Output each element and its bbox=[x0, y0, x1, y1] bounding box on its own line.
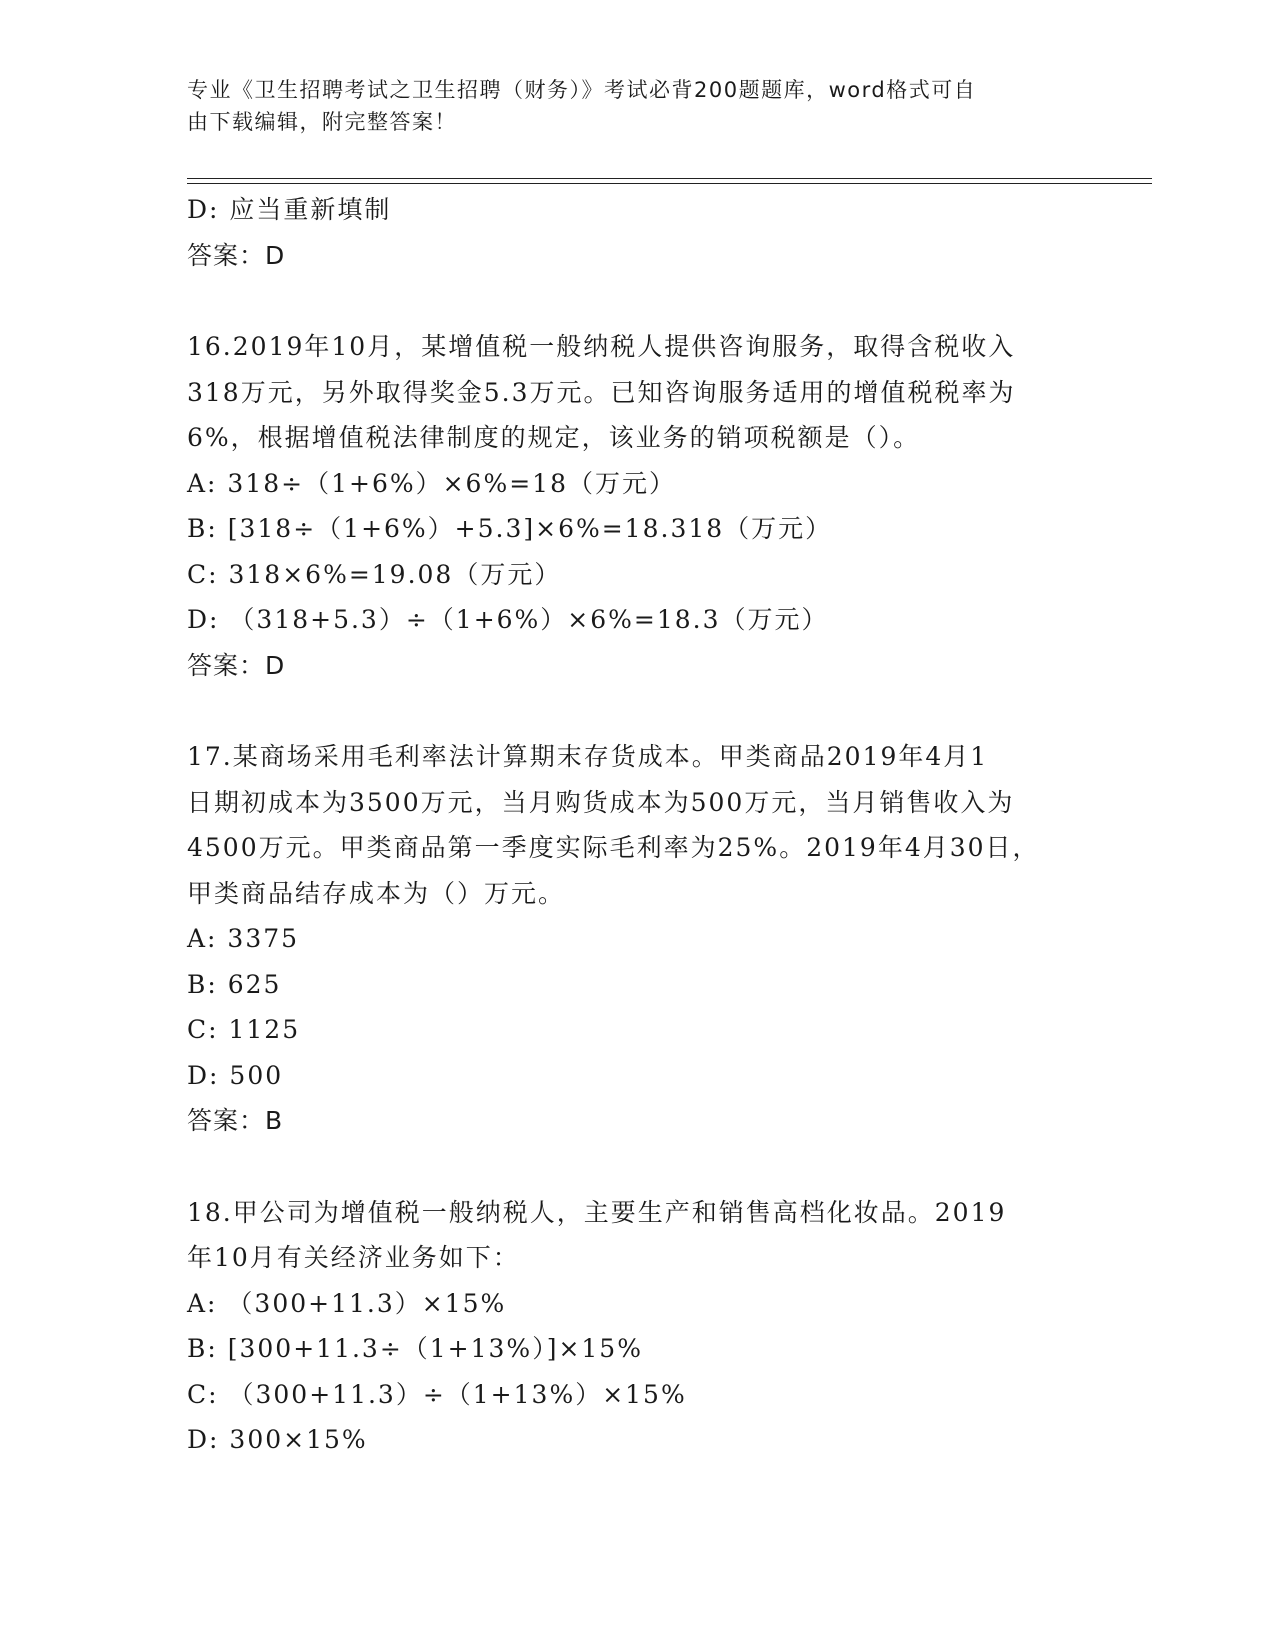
question-17 bbox=[187, 734, 1087, 1144]
question-stem-line: 日期初成本为3500万元，当月购货成本为500万元，当月销售收入为 bbox=[187, 787, 1015, 817]
option-c: C: 318×6%=19.08（万元） bbox=[187, 559, 562, 589]
answer-line: 答案：B bbox=[187, 1106, 284, 1135]
question-stem-line: 年10月有关经济业务如下： bbox=[187, 1243, 520, 1272]
option-b: B: [300+11.3÷（1+13%）]×15% bbox=[187, 1334, 643, 1363]
option-a: A: 3375 bbox=[187, 924, 300, 953]
option-b: B: 625 bbox=[187, 969, 282, 999]
option-d: D: 500 bbox=[187, 1060, 284, 1090]
option-a: A: （300+11.3）×15% bbox=[187, 1288, 507, 1318]
option-d: D: 应当重新填制 bbox=[187, 195, 392, 224]
spacer bbox=[187, 278, 1087, 324]
option-d: D: 300×15% bbox=[187, 1425, 368, 1454]
question-stem-line: 17.某商场采用毛利率法计算期末存货成本。甲类商品2019年4月1 bbox=[187, 742, 989, 771]
question-stem-line: 18.甲公司为增值税一般纳税人，主要生产和销售高档化妆品。2019 bbox=[187, 1197, 1007, 1227]
question-stem-line: 4500万元。甲类商品第一季度实际毛利率为25%。2019年4月30日， bbox=[187, 833, 1040, 862]
document-body bbox=[187, 187, 1087, 1463]
spacer bbox=[187, 1144, 1087, 1190]
page-header bbox=[187, 74, 1067, 138]
question-stem-line: 16.2019年10月，某增值税一般纳税人提供咨询服务，取得含税收入 bbox=[187, 332, 1016, 361]
answer-line: 答案：D bbox=[187, 650, 286, 680]
spacer bbox=[187, 688, 1087, 734]
answer-line: 答案：D bbox=[187, 240, 286, 270]
question-stem-line: 6%，根据增值税法律制度的规定，该业务的销项税额是（）。 bbox=[187, 423, 921, 452]
option-d: D: （318+5.3）÷（1+6%）×6%=18.3（万元） bbox=[187, 605, 829, 634]
header-line-2: 由下载编辑，附完整答案！ bbox=[187, 110, 457, 134]
header-line-1: 专业《卫生招聘考试之卫生招聘（财务）》考试必背200题题库，word格式可自 bbox=[187, 78, 977, 102]
question-stem-line: 甲类商品结存成本为（）万元。 bbox=[187, 878, 566, 908]
option-c: C: （300+11.3）÷（1+13%）×15% bbox=[187, 1379, 687, 1409]
option-b: B: [318÷（1+6%）+5.3]×6%=18.318（万元） bbox=[187, 514, 833, 543]
header-divider-top bbox=[187, 178, 1152, 179]
header-divider-bottom bbox=[187, 183, 1152, 184]
question-stem-line: 318万元，另外取得奖金5.3万元。已知咨询服务适用的增值税税率为 bbox=[187, 377, 1016, 407]
question-18 bbox=[187, 1190, 1087, 1463]
question-16 bbox=[187, 324, 1087, 688]
option-c: C: 1125 bbox=[187, 1015, 301, 1044]
option-a: A: 318÷（1+6%）×6%=18（万元） bbox=[187, 468, 676, 498]
question-15-tail bbox=[187, 187, 1087, 278]
